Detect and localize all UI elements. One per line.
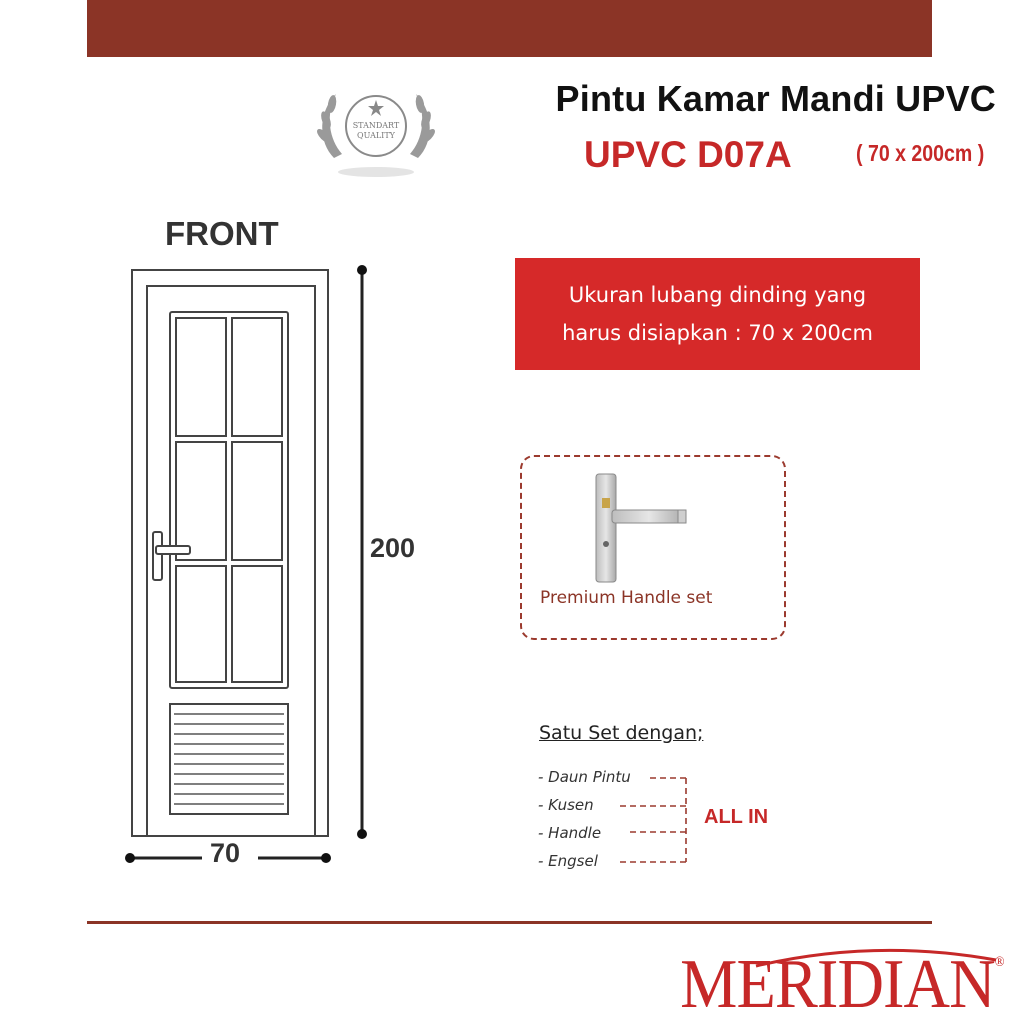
set-list-title: Satu Set dengan;	[539, 722, 704, 744]
set-item-hinge: - Engsel	[538, 852, 598, 870]
view-label: FRONT	[165, 215, 279, 252]
set-bracket	[590, 770, 700, 870]
meridian-logo	[680, 946, 1004, 1023]
door-handle-icon	[153, 532, 190, 580]
product-model: UPVC D07A	[584, 134, 792, 175]
brand-name: MERIDIAN	[680, 946, 996, 1023]
set-item-handle: - Handle	[538, 824, 602, 842]
top-banner-bar	[87, 0, 932, 57]
badge-line2: QUALITY	[357, 131, 395, 140]
set-item-door-leaf: - Daun Pintu	[538, 768, 631, 786]
notice-line-1: Ukuran lubang dinding yang	[568, 283, 867, 307]
bottom-divider	[87, 921, 932, 924]
product-title: Pintu Kamar Mandi UPVC	[555, 78, 996, 119]
notice-line-2: harus disiapkan : 70 x 200cm	[562, 321, 873, 345]
badge-line1: STANDART	[352, 121, 400, 130]
height-dimension-label: 200	[370, 533, 416, 563]
registered-mark: ®	[995, 955, 1004, 970]
width-dimension-label: 70	[210, 838, 241, 868]
product-size: ( 70 x 200cm )	[856, 140, 985, 166]
wall-opening-notice	[515, 258, 920, 370]
quality-badge	[312, 80, 440, 180]
all-in-label: ALL IN	[704, 806, 769, 828]
set-item-frame: - Kusen	[538, 796, 594, 814]
handle-label: Premium Handle set	[540, 588, 713, 608]
door-drawing	[120, 260, 390, 880]
lever-handle-icon	[592, 470, 692, 585]
